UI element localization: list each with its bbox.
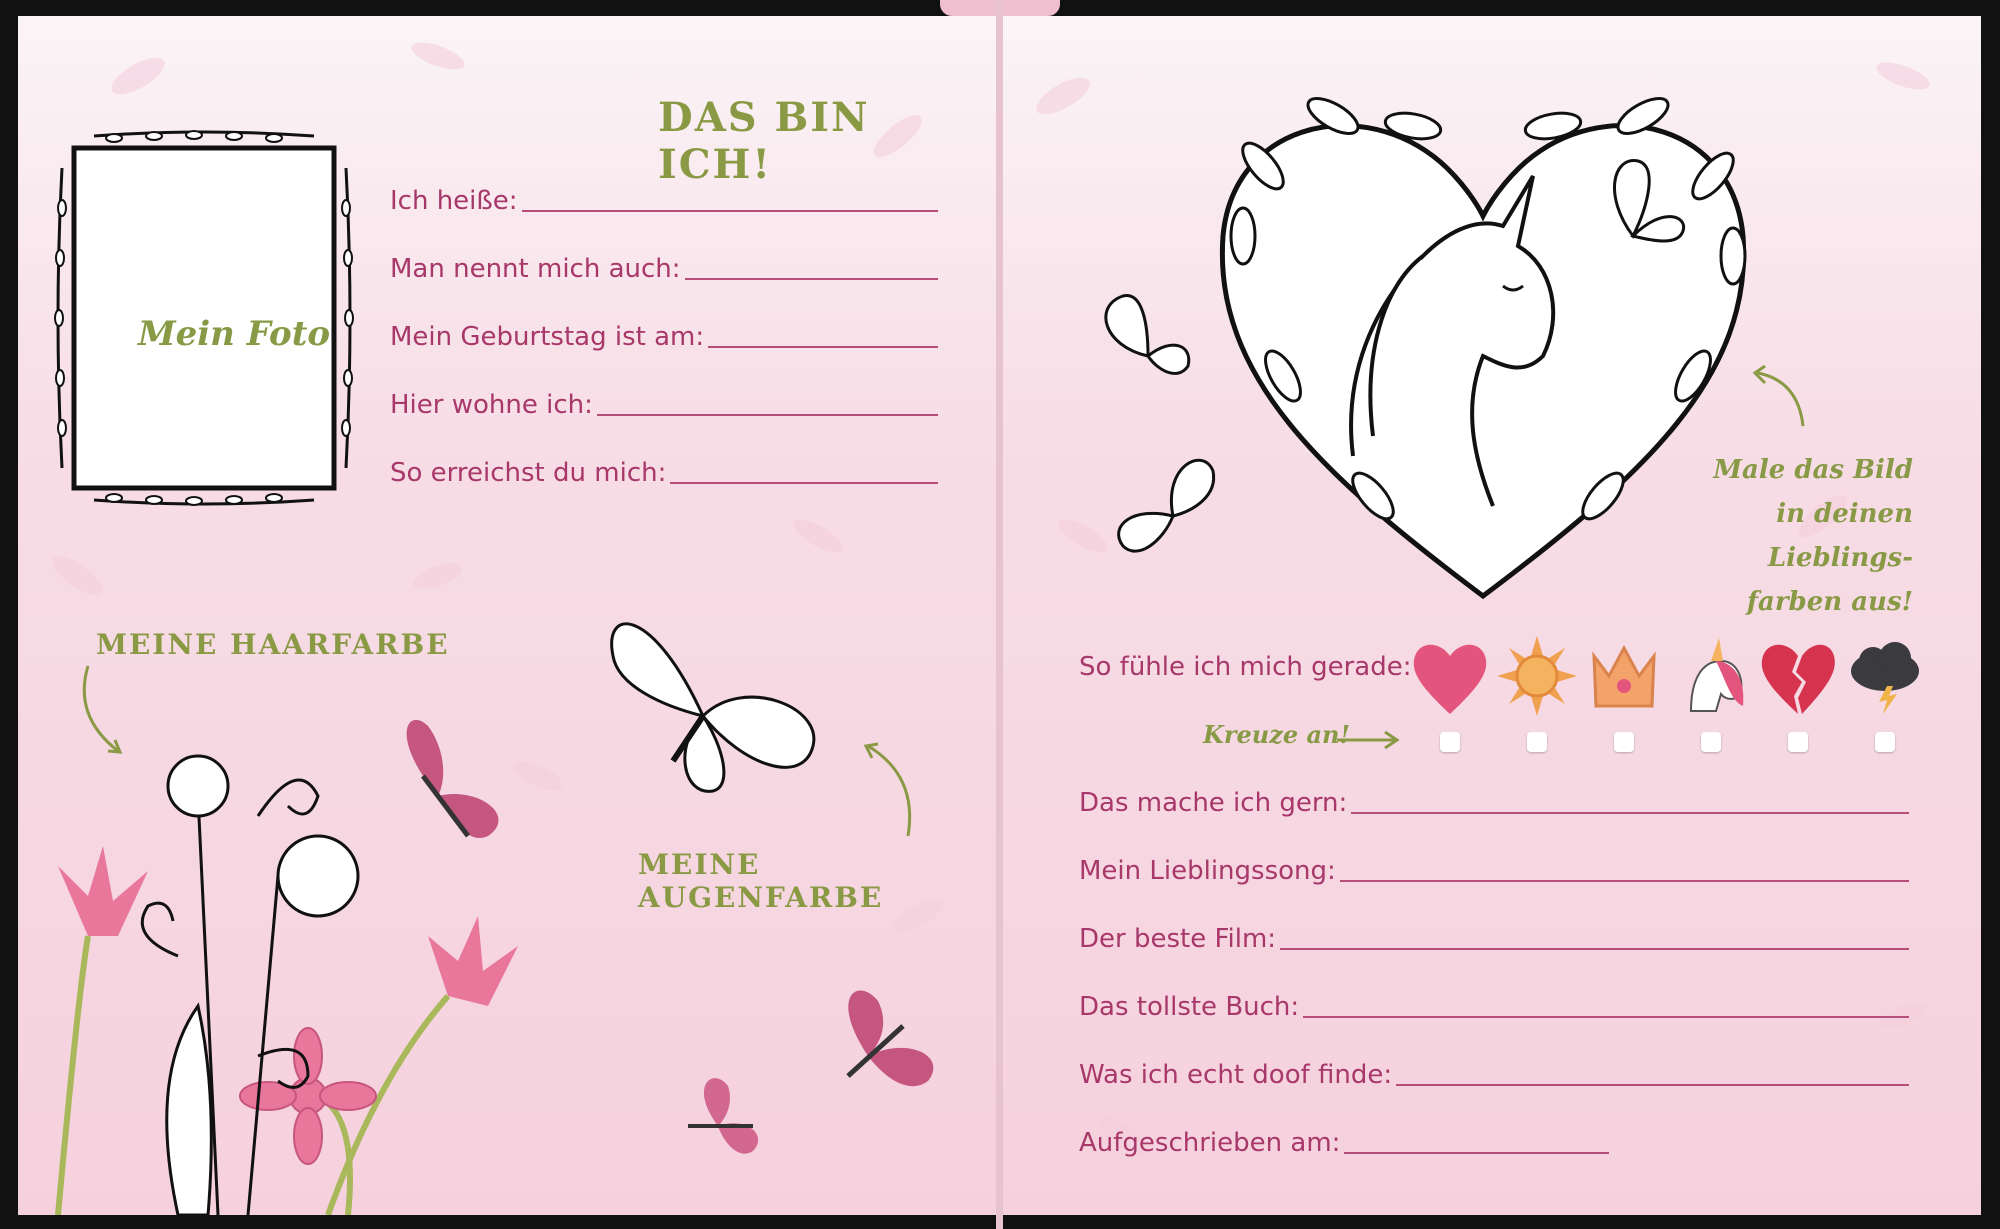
mood-label: So fühle ich mich gerade:	[1079, 652, 1412, 682]
mood-checkbox-storm-cloud[interactable]	[1875, 732, 1895, 752]
coloring-hint	[1673, 448, 1913, 624]
write-line[interactable]	[1351, 812, 1909, 814]
arrow-right-icon	[1335, 728, 1405, 752]
mood-checkbox-crown[interactable]	[1614, 732, 1634, 752]
book-spine	[996, 0, 1003, 1229]
field-name[interactable]	[390, 186, 938, 216]
broken-heart-icon	[1758, 636, 1838, 716]
mood-checkbox-sun[interactable]	[1527, 732, 1547, 752]
pink-butterfly-icon	[368, 706, 528, 856]
unicorn-icon	[1671, 636, 1751, 716]
write-line[interactable]	[708, 346, 938, 348]
coloring-hint-line: Male das Bild	[1713, 455, 1913, 485]
curved-arrow-icon	[1743, 361, 1813, 431]
eye-color-label: MEINE AUGENFARBE	[638, 848, 884, 914]
write-line[interactable]	[597, 414, 938, 416]
left-page	[18, 16, 996, 1215]
storm-cloud-icon	[1845, 636, 1925, 716]
sun-icon	[1497, 636, 1577, 716]
field-best-film[interactable]	[1079, 924, 1909, 954]
write-line[interactable]	[522, 210, 938, 212]
coloring-hint-line: farben aus!	[1746, 587, 1913, 617]
mood-checkbox-broken-heart[interactable]	[1788, 732, 1808, 752]
write-line[interactable]	[1280, 948, 1909, 950]
field-birthday[interactable]	[390, 322, 938, 352]
field-label: Das tollste Buch:	[1079, 992, 1300, 1022]
field-favorite-song[interactable]	[1079, 856, 1909, 886]
field-contact[interactable]	[390, 458, 938, 488]
field-label: Hier wohne ich:	[390, 390, 593, 420]
photo-label: Mein Foto	[138, 314, 331, 354]
field-nickname[interactable]	[390, 254, 938, 284]
write-line[interactable]	[670, 482, 938, 484]
field-dislikes[interactable]	[1079, 1060, 1909, 1090]
page-title: DAS BIN ICH!	[658, 94, 870, 188]
write-line[interactable]	[1303, 1016, 1909, 1018]
mood-checkbox-unicorn[interactable]	[1701, 732, 1721, 752]
write-line[interactable]	[1344, 1152, 1609, 1154]
field-label: Was ich echt doof finde:	[1079, 1060, 1393, 1090]
field-label: Aufgeschrieben am:	[1079, 1128, 1341, 1158]
field-label: Man nennt mich auch:	[390, 254, 681, 284]
butterfly-outline-icon	[1593, 146, 1693, 256]
right-page	[1003, 16, 1981, 1215]
crown-icon	[1584, 636, 1664, 716]
field-label: Das mache ich gern:	[1079, 788, 1348, 818]
write-line[interactable]	[1340, 880, 1909, 882]
field-address[interactable]	[390, 390, 938, 420]
coloring-hint-line: in deinen Lieblings-	[1767, 499, 1913, 573]
pink-butterfly-icon	[668, 1066, 778, 1176]
write-line[interactable]	[685, 278, 938, 280]
field-label: Mein Lieblingssong:	[1079, 856, 1336, 886]
butterfly-outline-icon	[593, 596, 833, 806]
field-label: Der beste Film:	[1079, 924, 1277, 954]
field-best-book[interactable]	[1079, 992, 1909, 1022]
mood-checkbox-heart[interactable]	[1440, 732, 1460, 752]
field-written-date[interactable]	[1079, 1128, 1609, 1158]
field-hobbies[interactable]	[1079, 788, 1909, 818]
mood-hint: Kreuze an!	[1203, 720, 1351, 749]
heart-icon	[1410, 636, 1490, 716]
butterfly-outline-icon	[1103, 446, 1243, 576]
field-label: Ich heiße:	[390, 186, 518, 216]
field-label: Mein Geburtstag ist am:	[390, 322, 705, 352]
write-line[interactable]	[1396, 1084, 1909, 1086]
pink-butterfly-icon	[808, 976, 958, 1126]
hair-color-label: MEINE HAARFARBE	[96, 628, 450, 661]
field-label: So erreichst du mich:	[390, 458, 667, 488]
curved-arrow-icon	[848, 736, 928, 846]
butterfly-outline-icon	[1093, 286, 1203, 396]
